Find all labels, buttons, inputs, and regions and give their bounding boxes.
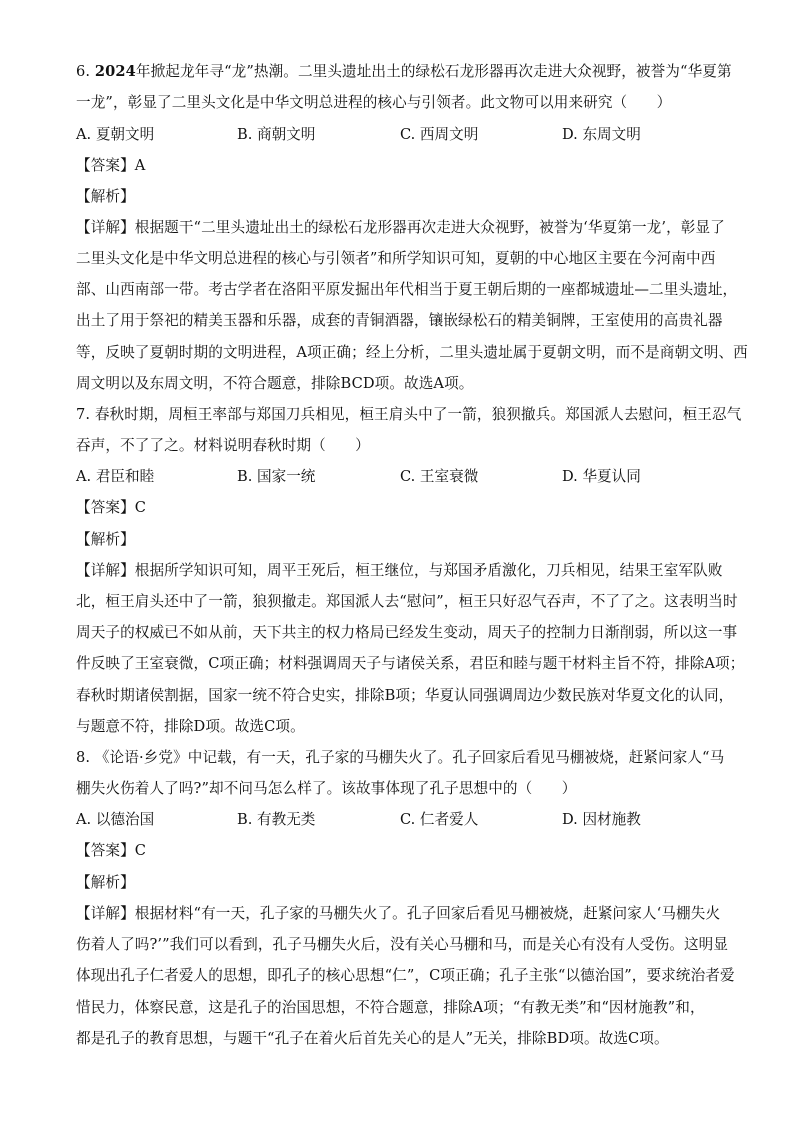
detail-label: 【详解】 [76,562,135,579]
question-6-stem-line-2: 一龙”，彰显了二里头文化是中华文明总进程的核心与引领者。此文物可以用来研究（ ） [76,94,672,111]
detail-text: 根据材料“有一天，孔子家的马棚失火了。孔子回家后看见马棚被烧，赶紧问家人‘马棚失火 [134,905,721,922]
question-8-option-d: D. 因材施教 [562,811,641,828]
question-7-detail-line-1 [76,561,723,581]
answer-label: 【答案】 [76,157,135,174]
question-8-detail-line-2: 伤着人了吗?’”我们可以看到，孔子马棚失火后，没有关心马棚和马，而是关心有没有人受伤。这明显 [76,936,729,953]
answer-label: 【答案】 [76,499,135,516]
question-8-detail-line-3: 体现出孔子仁者爱人的思想，即孔子的核心思想“仁”，C项正确；孔子主张“以德治国”，要求统治者爱 [76,967,735,984]
question-7-detail-line-6: 与题意不符，排除D项。故选C项。 [76,718,305,735]
detail-label: 【详解】 [76,219,135,236]
question-6-analysis-label [76,187,135,207]
answer-value: A [134,157,146,174]
question-7-option-d: D. 华夏认同 [562,468,641,485]
question-8-detail-line-4: 惜民力，体察民意，这是孔子的治国思想，不符合题意，排除A项；“有教无类”和“因材施教”和， [76,999,705,1016]
question-8-option-b: B. 有教无类 [237,811,316,828]
question-7-detail-line-5: 春秋时期诸侯割据，国家一统不符合史实，排除B项；华夏认同强调周边少数民族对华夏文化的认同， [76,687,734,704]
detail-text: 根据题干“二里头遗址出土的绿松石龙形器再次走进大众视野，被誉为‘华夏第一龙’，彰显了 [134,219,725,236]
question-7-option-a: A. 君臣和睦 [76,468,155,485]
question-8-stem-line-2: 棚失火伤着人了吗?”却不问马怎么样了。该故事体现了孔子思想中的（ ） [76,780,577,797]
detail-text: 根据所学知识可知，周平王死后，桓王继位，与郑国矛盾激化，刀兵相见，结果王室军队败 [134,562,723,579]
question-6-option-c: C. 西周文明 [400,126,479,143]
question-6-option-a: A. 夏朝文明 [76,126,155,143]
question-8-detail-line-1 [76,904,720,924]
analysis-label: 【解析】 [76,531,135,548]
answer-value: C [134,842,147,859]
question-6-detail-line-6: 周文明以及东周文明，不符合题意，排除BCD项。故选A项。 [76,375,474,392]
question-8-analysis-label [76,873,135,893]
question-8-answer [76,841,146,861]
question-6-detail-line-1 [76,218,725,238]
answer-label: 【答案】 [76,842,135,859]
question-7-answer [76,498,146,518]
analysis-label: 【解析】 [76,188,135,205]
question-6-detail-line-2: 二里头文化是中华文明总进程的核心与引领者”和所学知识可知，夏朝的中心地区主要在今河南中西 [76,250,716,267]
question-6-detail-line-3: 部、山西南部一带。考古学者在洛阳平原发掘出年代相当于夏王朝后期的一座都城遗址—二里头遗址， [76,281,738,298]
question-7-analysis-label [76,530,135,550]
question-7-option-b: B. 国家一统 [237,468,316,485]
question-8-option-a: A. 以德治国 [76,811,155,828]
question-8-stem-line-1: 8. 《论语·乡党》中记载，有一天，孔子家的马棚失火了。孔子回家后看见马棚被烧，赶紧问家人“马 [76,749,725,766]
question-7-stem-line-1: 7. 春秋时期，周桓王率部与郑国刀兵相见，桓王肩头中了一箭，狼狈撤兵。郑国派人去慰问，桓王忍气 [76,406,742,423]
question-8-option-c: C. 仁者爱人 [400,811,479,828]
question-6-option-b: B. 商朝文明 [237,126,316,143]
question-7-detail-line-3: 周天子的权威已不如从前，天下共主的权力格局已经发生变动，周天子的控制力日渐削弱，所以这一事 [76,624,738,641]
detail-label: 【详解】 [76,905,135,922]
answer-value: C [134,499,147,516]
question-6-answer [76,156,145,176]
question-7-stem-line-2: 吞声，不了了之。材料说明春秋时期（ ） [76,437,370,454]
question-7-detail-line-4: 件反映了王室衰微，C项正确；材料强调周天子与诸侯关系，君臣和睦与题干材料主旨不符，排除A项； [76,655,745,672]
question-6-detail-line-4: 出土了用于祭祀的精美玉器和乐器，成套的青铜酒器，镶嵌绿松石的精美铜牌，王室使用的高贵礼器 [76,312,723,329]
question-8-detail-line-5: 都是孔子的教育思想，与题干“孔子在着火后首先关心的是人”无关，排除BD项。故选C项。 [76,1030,669,1047]
question-7-option-c: C. 王室衰微 [400,468,479,485]
analysis-label: 【解析】 [76,874,135,891]
question-6-option-d: D. 东周文明 [562,126,641,143]
question-7-detail-line-2: 北，桓王肩头还中了一箭，狼狈撤走。郑国派人去“慰问”，桓王只好忍气吞声，不了了之。这表明当时 [76,593,738,610]
question-6-detail-line-5: 等，反映了夏朝时期的文明进程，A项正确；经上分析，二里头遗址属于夏朝文明，而不是商朝文明、西 [76,344,748,361]
question-6-stem-line-1: 6. 2024年掀起龙年寻“龙”热潮。二里头遗址出土的绿松石龙形器再次走进大众视野，被誉为“华夏第 [76,63,732,80]
